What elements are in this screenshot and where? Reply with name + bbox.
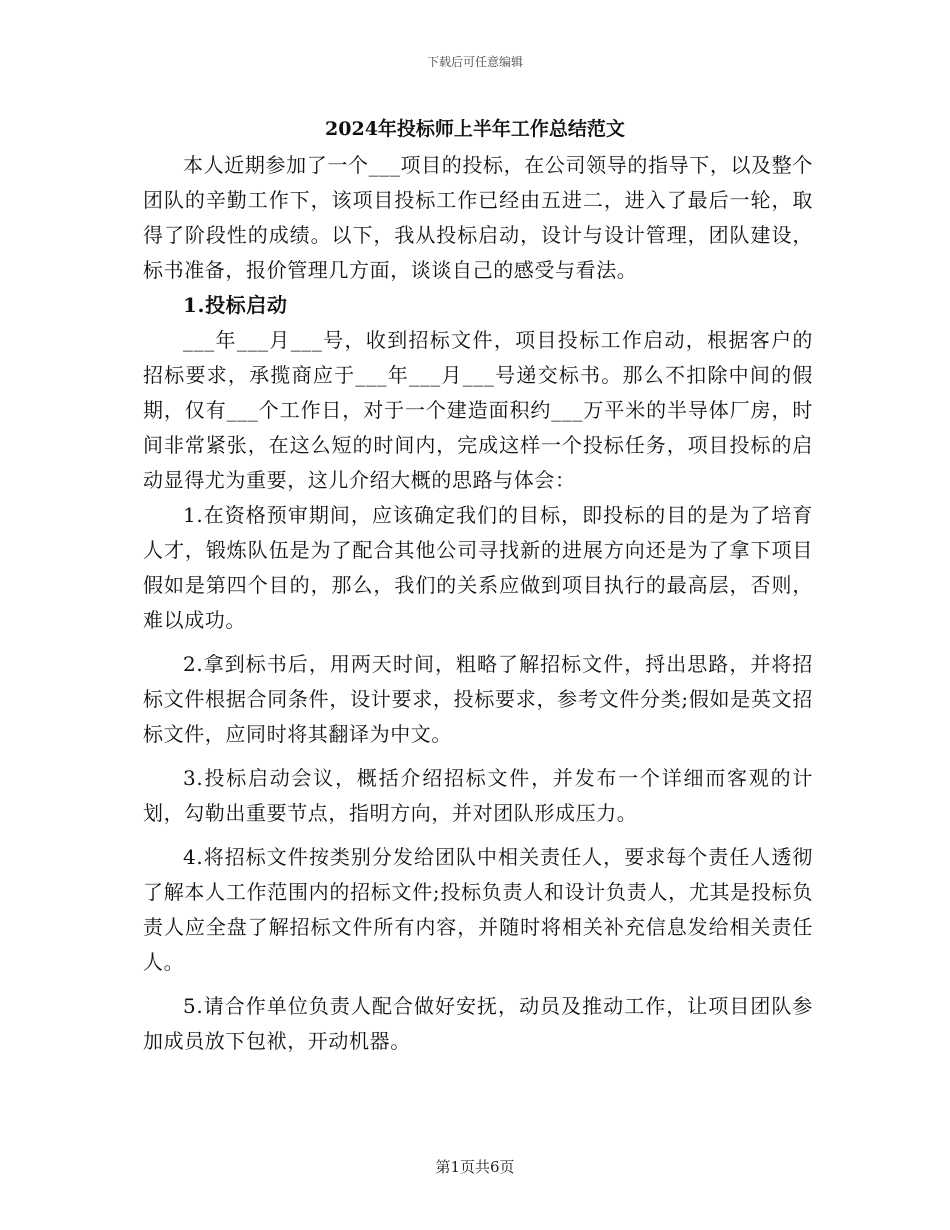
list-item-5: 5.请合作单位负责人配合做好安抚，动员及推动工作，让项目团队参加成员放下包袱，开动机器。 [143,994,813,1053]
list-item-1: 1.在资格预审期间，应该确定我们的目标，即投标的目的是为了培育人才，锻炼队伍是为了配合其他公司寻找新的进展方向还是为了拿下项目假如是第四个目的，那么，我们的关系应做到项目执行的最高层，否则，难以成功。 [143,503,813,632]
section-heading-bid-start: 1.投标启动 [183,293,288,317]
list-item-4: 4.将招标文件按类别分发给团队中相关责任人，要求每个责任人透彻了解本人工作范围内的招标文件;投标负责人和设计负责人，尤其是投标负责人应全盘了解招标文件所有内容，并随时将相关补充信息发给相关责任人。 [143,845,813,974]
list-item-3: 3.投标启动会议，概括介绍招标文件，并发布一个详细而客观的计划，勾勒出重要节点，指明方向，并对团队形成压力。 [143,766,813,825]
document-body [143,148,813,1059]
intro-paragraph: 本人近期参加了一个___项目的投标，在公司领导的指导下，以及整个团队的辛勤工作下，该项目投标工作已经由五进二，进入了最后一轮，取得了阶段性的成绩。以下，我从投标启动，设计与设计管理，团队建设，标书准备，报价管理几方面，谈谈自己的感受与看法。 [143,153,813,282]
section-intro-paragraph: ___年___月___号，收到招标文件，项目投标工作启动，根据客户的招标要求，承揽商应于___年___月___号递交标书。那么不扣除中间的假期，仅有___个工作日，对于一个建造面积约___万平米的半导体厂房，时间非常紧张，在这么短的时间内，完成这样一个投标任务，项目投标的启动显得尤为重要，这儿介绍大概的思路与体会： [143,328,813,492]
header-note: 下载后可任意编辑 [426,55,523,69]
page-title: 2024年投标师上半年工作总结范文 [325,118,625,140]
page-number-footer: 第1页共6页 [435,1158,515,1176]
list-item-2: 2.拿到标书后，用两天时间，粗略了解招标文件，捋出思路，并将招标文件根据合同条件，设计要求，投标要求，参考文件分类;假如是英文招标文件，应同时将其翻译为中文。 [143,652,813,746]
